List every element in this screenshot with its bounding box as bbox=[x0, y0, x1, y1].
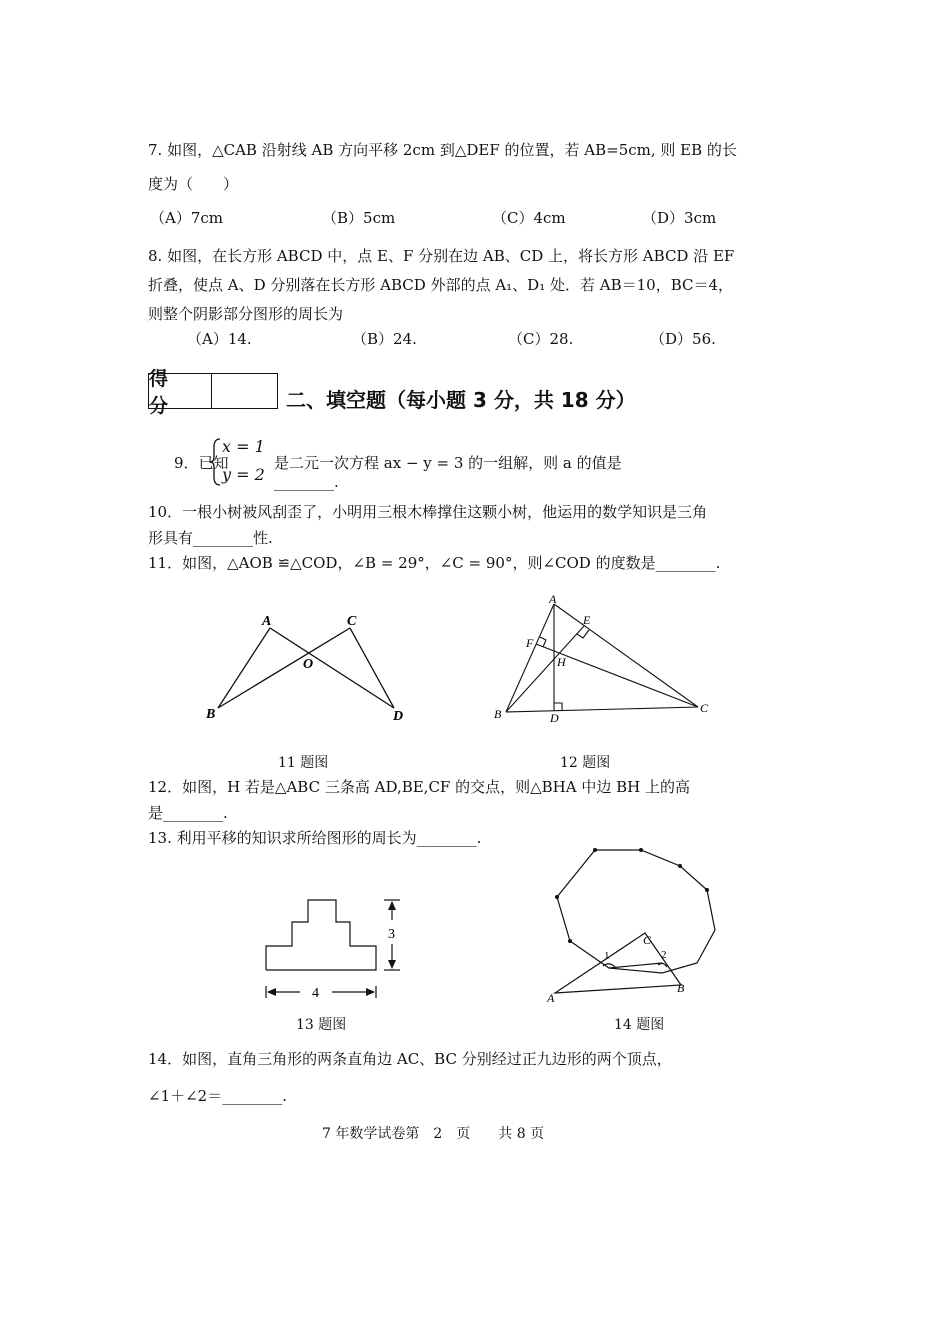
fig14-vertex-dot bbox=[568, 939, 572, 943]
q7-option-a: （A）7cm bbox=[150, 209, 224, 227]
fig14-label-angle2: 2 bbox=[661, 949, 667, 961]
fig11-label-b: B bbox=[206, 707, 216, 722]
fig14-angle2-arc bbox=[658, 963, 667, 967]
q13-line1: 13. 利用平移的知识求所给图形的周长为________. bbox=[148, 829, 482, 847]
fig12-label-d: D bbox=[550, 711, 559, 725]
score-blank bbox=[212, 374, 277, 408]
q8-line1: 8. 如图，在长方形 ABCD 中，点 E、F 分别在边 AB、CD 上，将长方形 ABCD 沿 EF bbox=[148, 247, 735, 265]
q9-eq2: y = 2 bbox=[222, 465, 265, 484]
q11-line1: 11．如图，△AOB ≌△COD，∠B = 29°，∠C = 90°，则∠COD 的度数是________. bbox=[148, 554, 721, 572]
fig13-diagram bbox=[258, 892, 418, 1007]
q10-line1: 10．一根小树被风刮歪了，小明用三根木棒撑住这颗小树，他运用的数学知识是三角 bbox=[148, 503, 708, 521]
score-label: 得 分 bbox=[149, 374, 212, 408]
q7-option-c: （C）4cm bbox=[492, 209, 566, 227]
q7-option-b: （B）5cm bbox=[322, 209, 396, 227]
q10-line2: 形具有________性. bbox=[148, 529, 273, 547]
fig12-label-h: H bbox=[557, 655, 566, 669]
fig12-label-a: A bbox=[549, 592, 557, 606]
fig11-label-a: A bbox=[262, 614, 272, 629]
fig14-inner-line bbox=[609, 963, 662, 968]
q9 bbox=[174, 437, 644, 491]
fig13-caption: 13 题图 bbox=[296, 1017, 347, 1033]
q8-line2: 折叠，使点 A、D 分别落在长方形 ABCD 外部的点 A₁、D₁ 处．若 AB＝10，BC＝4， bbox=[148, 276, 734, 294]
fig12-right-angle-d bbox=[554, 703, 562, 711]
fig14-label-b: B bbox=[677, 981, 685, 995]
fig11-diagram bbox=[200, 610, 430, 730]
fig12-side-bc bbox=[506, 707, 698, 712]
fig14-label-a: A bbox=[547, 991, 555, 1005]
fig12-label-f: F bbox=[526, 636, 534, 650]
q8-option-b: （B）24. bbox=[352, 330, 417, 348]
fig11-label-d: D bbox=[393, 709, 404, 724]
q8-option-a: （A）14. bbox=[187, 330, 252, 348]
fig14-vertex-dot bbox=[555, 895, 559, 899]
fig14-diagram bbox=[545, 840, 725, 1005]
fig13-arrow-down bbox=[388, 960, 396, 969]
fig14-caption: 14 题图 bbox=[614, 1017, 665, 1033]
fig12-label-e: E bbox=[583, 613, 591, 627]
fig14-vertex-dot bbox=[705, 888, 709, 892]
fig13-arrow-right bbox=[366, 988, 375, 996]
fig14-vertex-dot bbox=[639, 848, 643, 852]
fig13-arrow-left bbox=[267, 988, 276, 996]
q9-eq1: x = 1 bbox=[222, 437, 265, 456]
fig14-label-c: C bbox=[643, 933, 652, 947]
fig11-label-c: C bbox=[347, 614, 357, 629]
q7-line1: 7. 如图，△CAB 沿射线 AB 方向平移 2cm 到△DEF 的位置，若 AB=5cm, 则 EB 的长 bbox=[148, 141, 737, 159]
fig13-height-label: 3 bbox=[388, 927, 395, 942]
q7-line2: 度为（ ） bbox=[148, 175, 239, 193]
fig14-label-angle1: 1 bbox=[604, 950, 610, 962]
q8-option-c: （C）28. bbox=[508, 330, 574, 348]
q9-brace bbox=[210, 437, 222, 487]
fig13-arrow-up bbox=[388, 901, 396, 910]
fig12-caption: 12 题图 bbox=[560, 755, 611, 771]
fig14-nonagon bbox=[557, 850, 715, 973]
q7-option-d: （D）3cm bbox=[642, 209, 717, 227]
fig12-side-ab bbox=[506, 604, 554, 712]
q14-line2: ∠1＋∠2＝________. bbox=[148, 1087, 287, 1105]
fig12-side-ac bbox=[554, 604, 698, 707]
fig12-label-c: C bbox=[700, 701, 709, 715]
q8-option-d: （D）56. bbox=[650, 330, 716, 348]
q12-line1: 12．如图，H 若是△ABC 三条高 AD,BE,CF 的交点，则△BHA 中边 BH 上的高 bbox=[148, 778, 690, 796]
fig11-segment-cd bbox=[350, 628, 394, 708]
score-box bbox=[148, 368, 278, 417]
page-footer: 7 年数学试卷第 2 页 共 8 页 bbox=[322, 1126, 545, 1142]
fig14-vertex-dot bbox=[678, 864, 682, 868]
q8-line3: 则整个阴影部分图形的周长为 bbox=[148, 305, 344, 323]
fig12-diagram bbox=[490, 594, 720, 724]
fig12-altitude-cf bbox=[536, 644, 698, 707]
fig11-caption: 11 题图 bbox=[278, 755, 329, 771]
fig13-stepped-shape bbox=[266, 900, 376, 970]
q9-suffix: 是二元一次方程 ax − y = 3 的一组解，则 a 的值是________. bbox=[274, 454, 622, 491]
fig11-segment-bc bbox=[218, 628, 350, 708]
q14-line1: 14．如图，直角三角形的两条直角边 AC、BC 分别经过正九边形的两个顶点， bbox=[148, 1050, 672, 1068]
fig11-segment-ad bbox=[270, 628, 394, 708]
fig13-width-label: 4 bbox=[312, 986, 319, 1001]
q12-line2: 是________. bbox=[148, 804, 228, 822]
fig14-vertex-dot bbox=[593, 848, 597, 852]
fig11-label-o: O bbox=[303, 657, 314, 672]
section-title: 二、填空题（每小题 3 分，共 18 分） bbox=[286, 388, 636, 412]
q9-prefix: 9．已知 bbox=[174, 454, 229, 472]
fig12-label-b: B bbox=[494, 707, 502, 721]
fig14-angle1-arc bbox=[603, 964, 615, 967]
fig11-segment-ab bbox=[218, 628, 270, 708]
